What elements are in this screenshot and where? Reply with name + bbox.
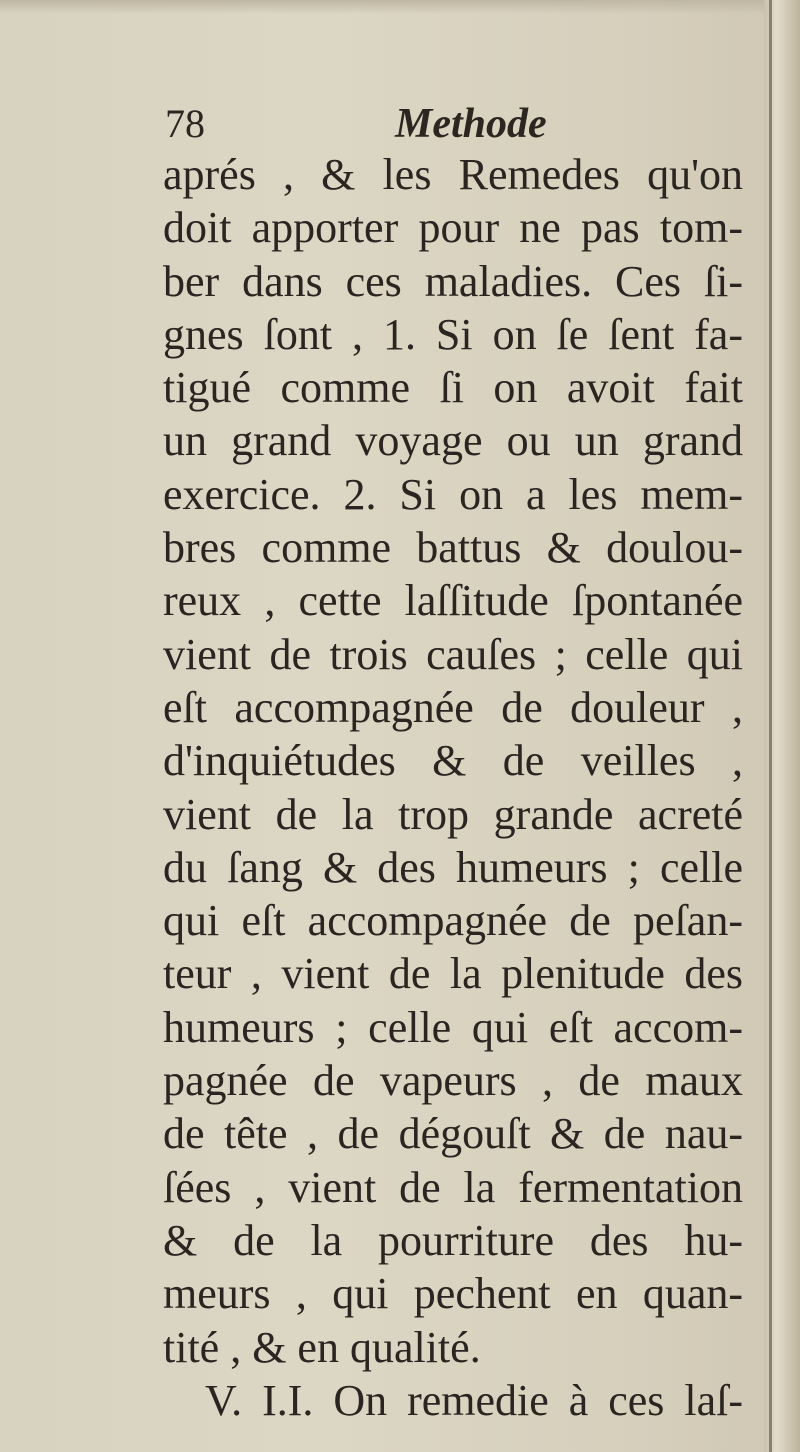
- text-line: bres comme battus & doulou-: [163, 523, 743, 573]
- page-edge: [769, 0, 772, 1452]
- text-line: tité , & en qualité.: [163, 1322, 481, 1372]
- text-line: reux , cette laſſitude ſpontanée: [163, 576, 743, 626]
- text-line: qui eſt accompagnée de peſan-: [163, 896, 743, 946]
- text-line: ber dans ces maladies. Ces ſi-: [163, 256, 743, 306]
- text-line: ſées , vient de la fermentation: [163, 1162, 743, 1212]
- text-line: gnes ſont , 1. Si on ſe ſent fa-: [163, 309, 743, 359]
- page-number: 78: [165, 101, 205, 146]
- text-line: eſt accompagnée de douleur ,: [163, 682, 743, 732]
- text-line: & de la pourriture des hu-: [163, 1215, 743, 1265]
- text-line: teur , vient de la plenitude des: [163, 949, 743, 999]
- text-line: humeurs ; celle qui eſt accom-: [163, 1002, 743, 1052]
- running-title: Methode: [395, 101, 547, 147]
- text-line: pagnée de vapeurs , de maux: [163, 1056, 743, 1106]
- text-line: doit apporter pour ne pas tom-: [163, 203, 743, 253]
- text-line: meurs , qui pechent en quan-: [163, 1269, 743, 1319]
- text-line: vient de trois cauſes ; celle qui: [163, 629, 743, 679]
- text-line: exercice. 2. Si on a les mem-: [163, 469, 743, 519]
- text-line: un grand voyage ou un grand: [163, 416, 743, 466]
- body-text: [163, 148, 743, 1427]
- text-line: vient de la trop grande acreté: [163, 789, 743, 839]
- text-line: tigué comme ſi on avoit fait: [163, 363, 743, 413]
- page-top-shadow: [0, 0, 800, 14]
- text-line: de tête , de dégouſt & de nau-: [163, 1109, 743, 1159]
- text-line: du ſang & des humeurs ; celle: [163, 842, 743, 892]
- section-start-line: V. I.I. On remedie à ces laſ-: [205, 1375, 743, 1425]
- text-line: aprés , & les Remedes qu'on: [163, 150, 743, 199]
- text-line: d'inquiétudes & de veilles ,: [163, 736, 743, 786]
